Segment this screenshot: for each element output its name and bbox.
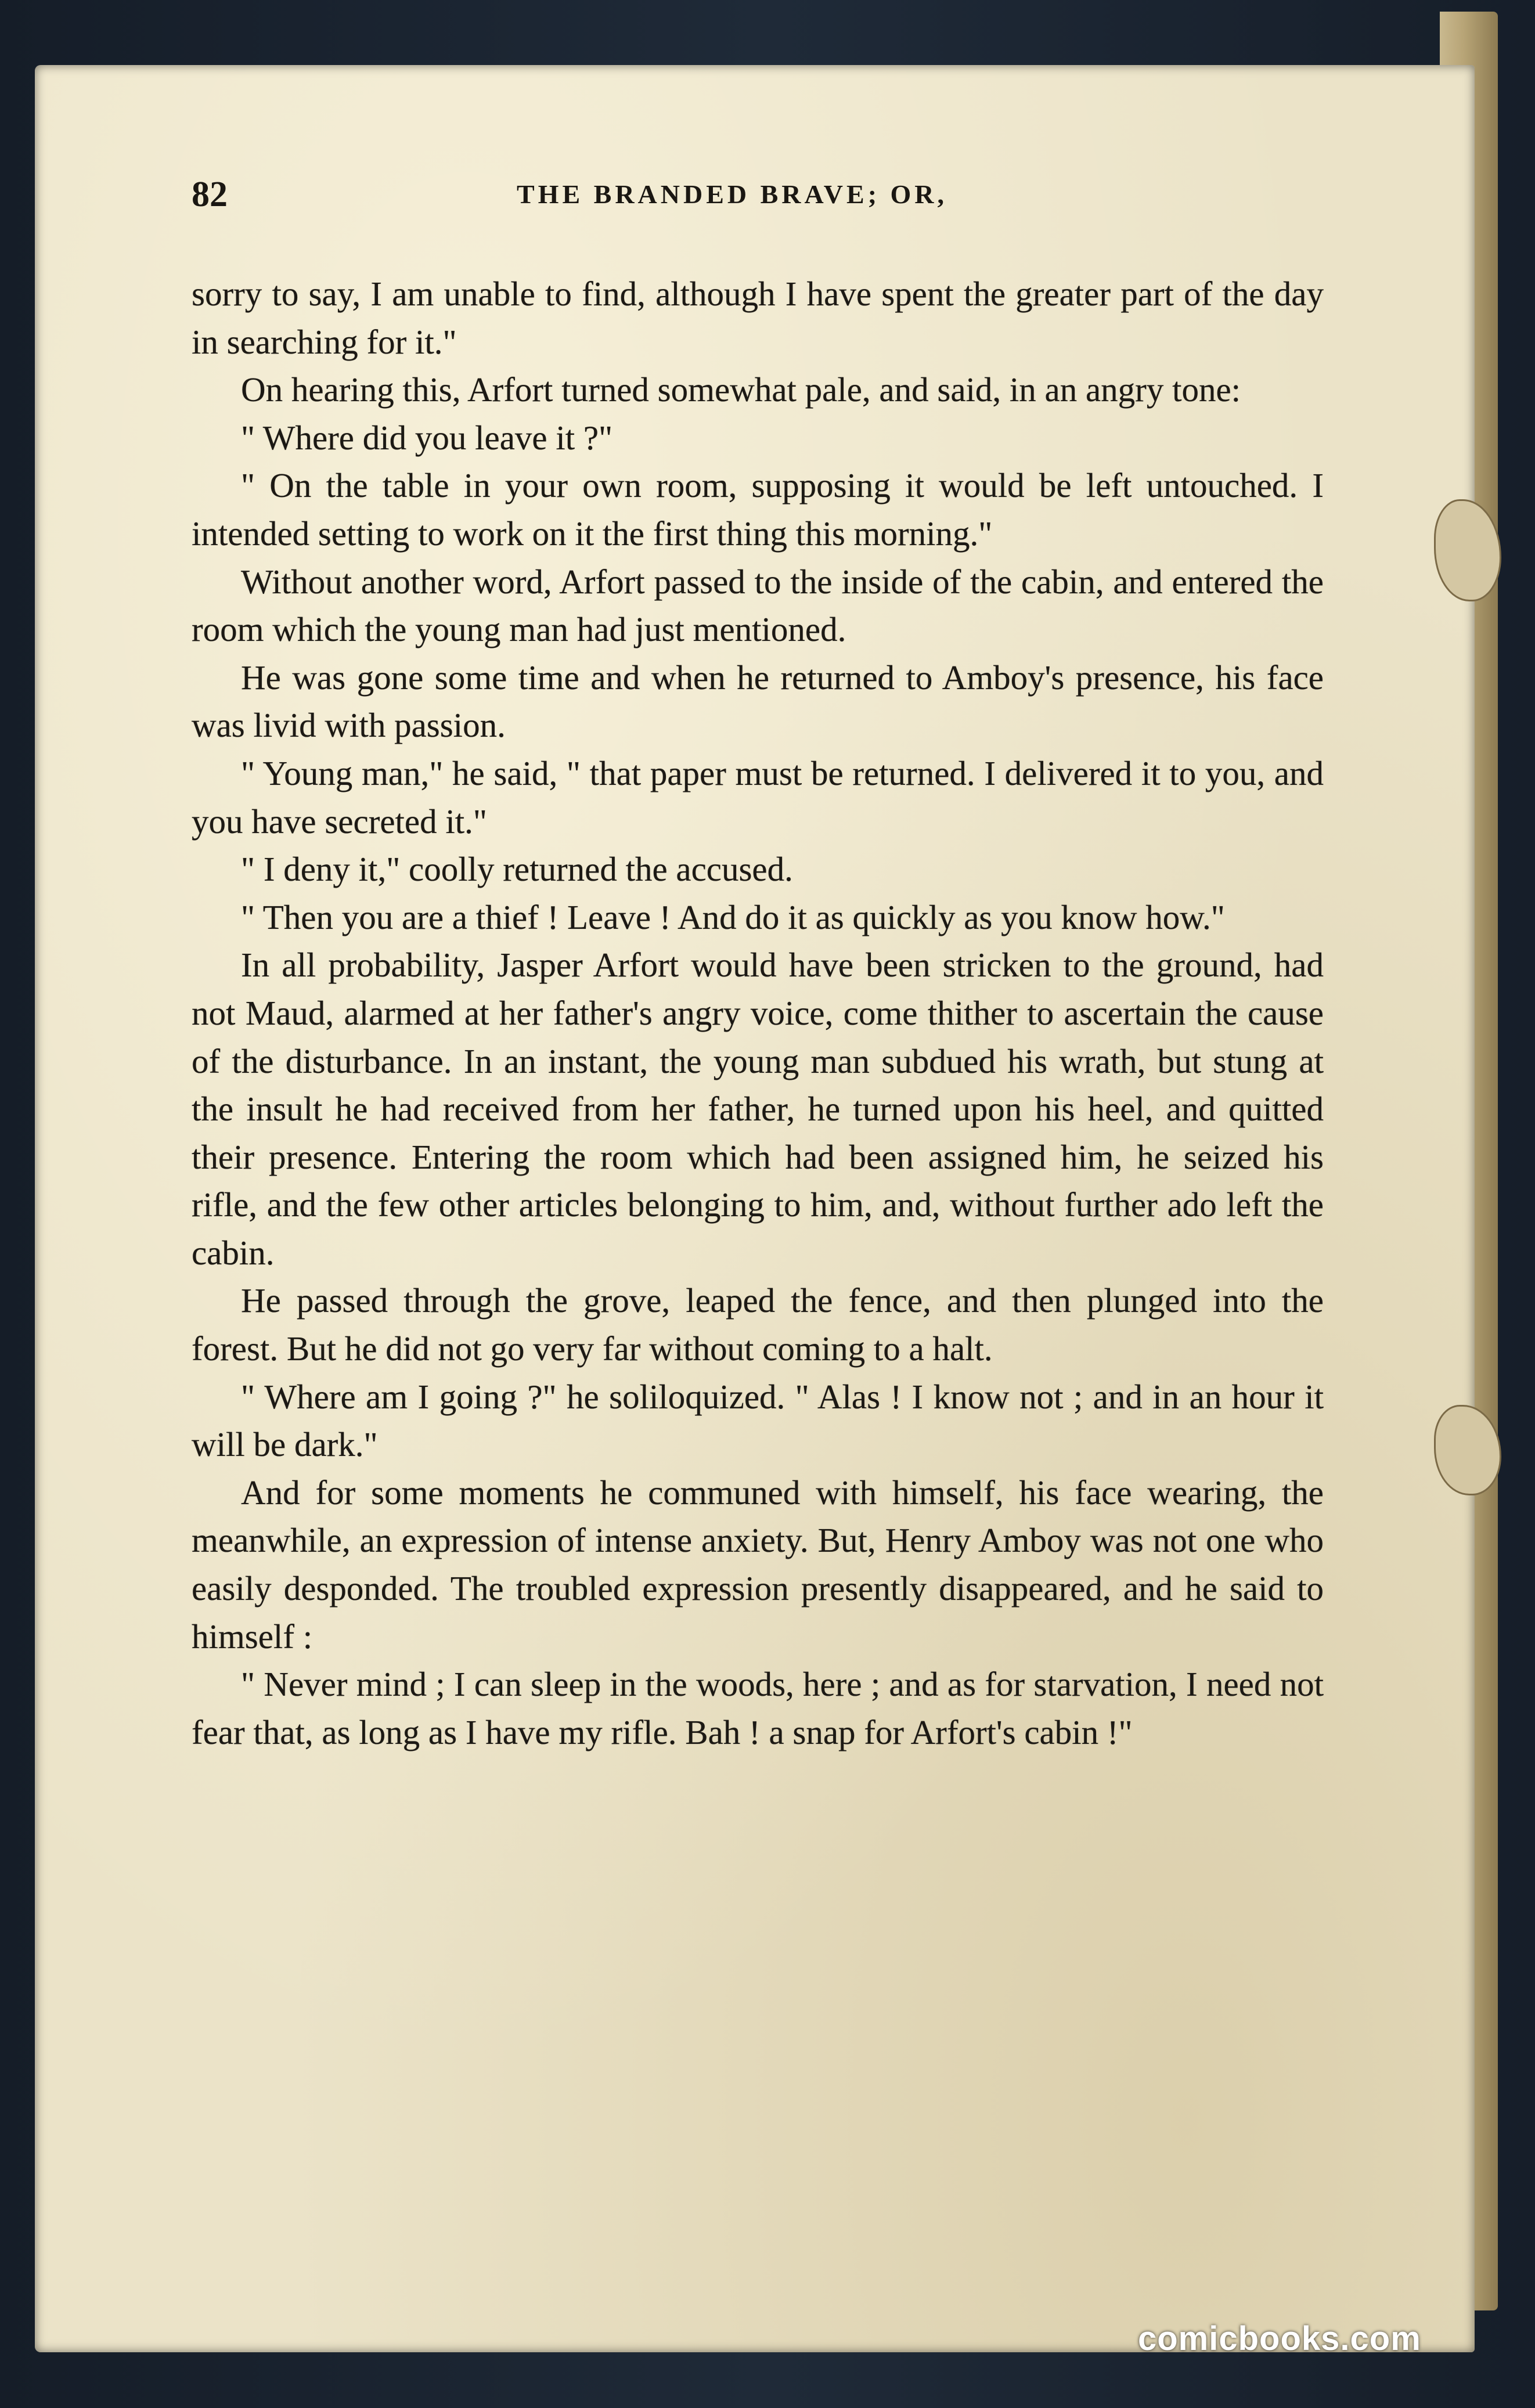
paragraph: " Where did you leave it ?" [241,418,613,457]
page-number: 82 [192,175,228,214]
paragraph: And for some moments he communed with himself, his face wearing, the meanwhile, an expression of intense anxiety. But, Henry Amboy was not one who easily desponded. The troubled expression presently disappeared, and he said to himself : [192,1473,1324,1656]
paragraph: He passed through the grove, leaped the fence, and then plunged into the forest. But he did not go very far without coming to a halt. [192,1281,1324,1368]
page-header [192,174,1324,226]
body-text [192,270,1324,1756]
paragraph: On hearing this, Arfort turned somewhat pale, and said, in an angry tone: [241,370,1241,409]
paragraph: He was gone some time and when he returned to Amboy's presence, his face was livid with passion. [192,658,1324,745]
watermark-text: comicbooks.com [1138,2320,1421,2357]
paragraph: " Then you are a thief ! Leave ! And do it as quickly as you know how." [241,897,1225,936]
paragraph: In all probability, Jasper Arfort would have been stricken to the ground, had not Maud, alarmed at her father's angry voice, come thither to ascertain the cause of the disturbance. In an instant, the young man subdued his wrath, but stung at the insult he had received from her father, he turned upon his heel, and quitted their presence. Entering the room which had been assigned him, he seized his rifle, and the few other articles belonging to him, and, without further ado left the cabin. [192,946,1324,1272]
paragraph: " Never mind ; I can sleep in the woods, here ; and as for starvation, I need not fear that, as long as I have my rifle. Bah ! a snap for Arfort's cabin !" [192,1665,1324,1751]
paragraph: " Young man," he said, " that paper must be returned. I delivered it to you, and you have secreted it." [192,754,1324,841]
running-head: THE BRANDED BRAVE; OR, [517,179,948,209]
paragraph: " On the table in your own room, supposing it would be left untouched. I intended setting to work on it the first thing this morning." [192,466,1324,553]
paragraph: sorry to say, I am unable to find, although I have spent the greater part of the day in searching for it." [192,275,1324,361]
paragraph: " Where am I going ?" he soliloquized. " Alas ! I know not ; and in an hour it will be dark." [192,1377,1324,1464]
paragraph: " I deny it," coolly returned the accused. [241,850,793,889]
paragraph: Without another word, Arfort passed to the inside of the cabin, and entered the room which the young man had just mentioned. [192,562,1324,649]
